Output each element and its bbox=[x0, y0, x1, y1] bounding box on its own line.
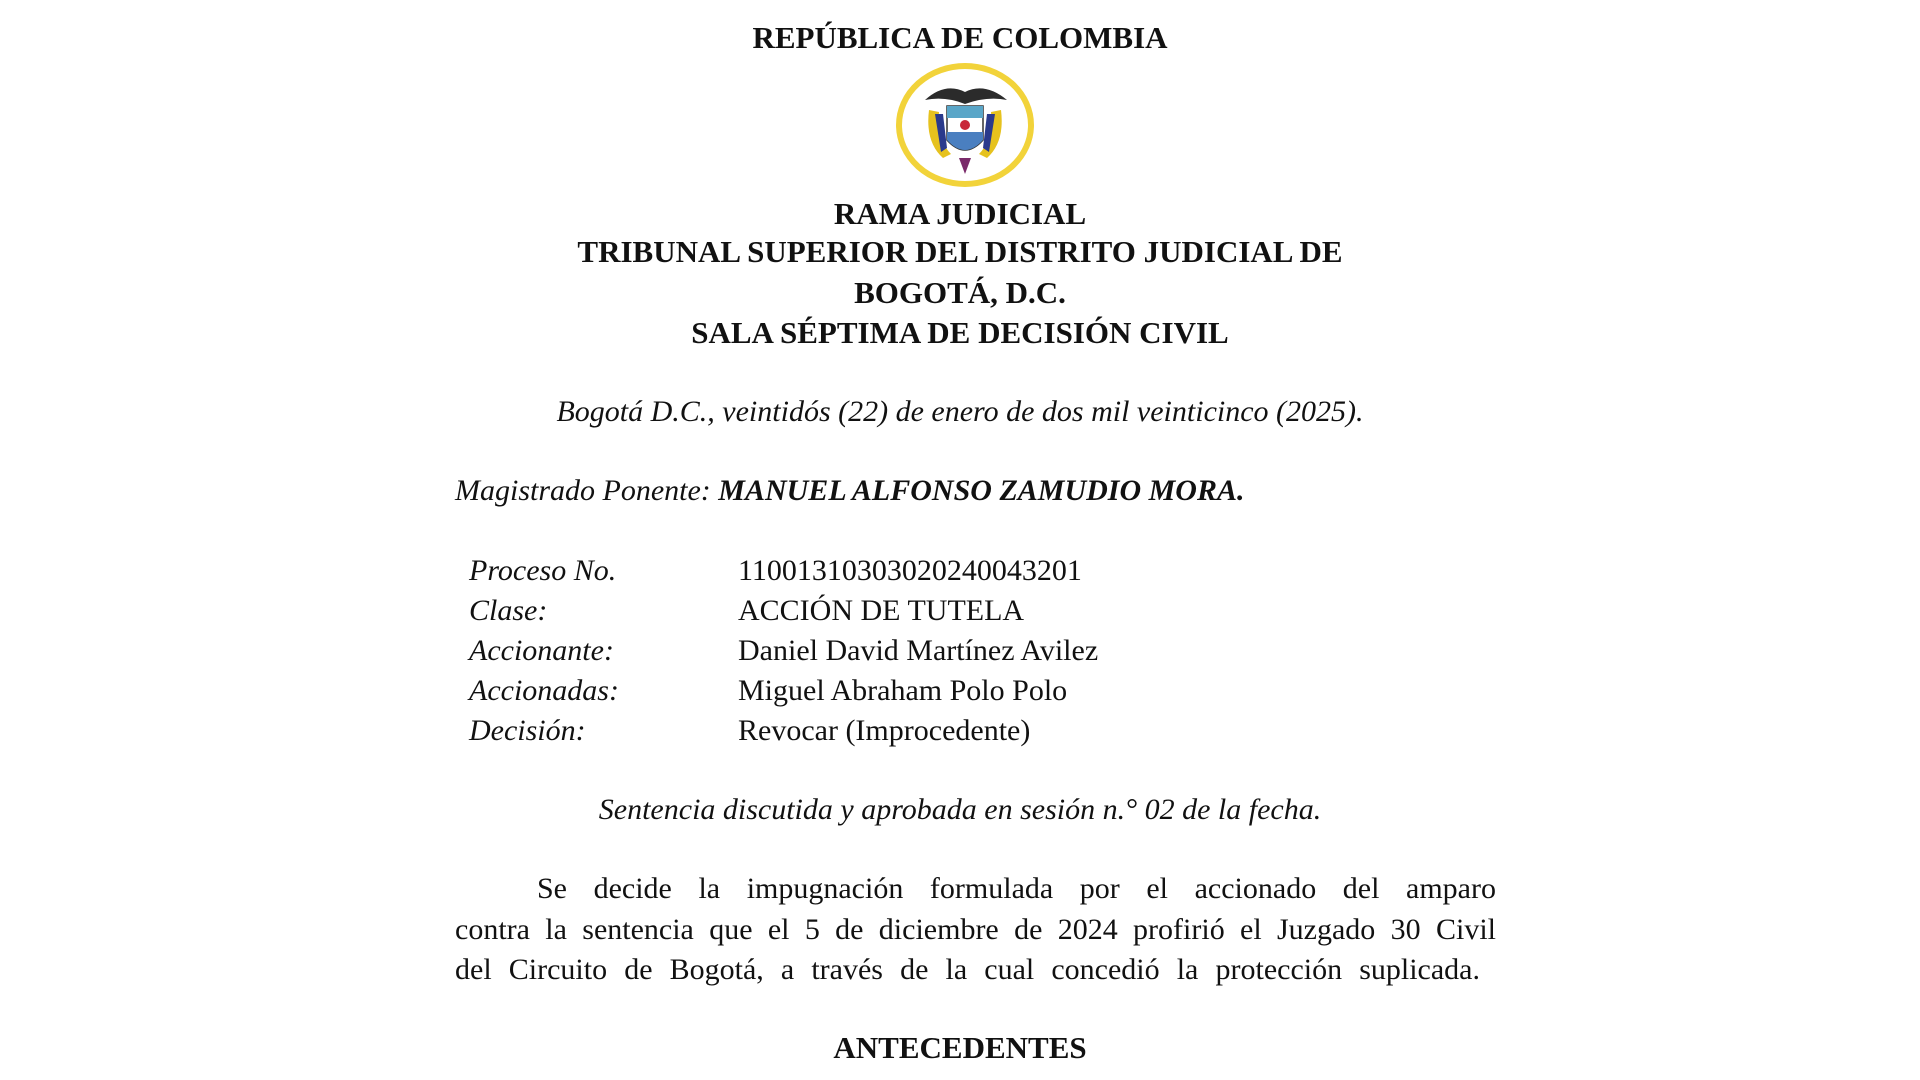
magistrate-label: Magistrado Ponente: bbox=[455, 474, 711, 507]
case-value-decision: Revocar (Improcedente) bbox=[738, 714, 1031, 747]
session-note: Sentencia discutida y aprobada en sesión n.° 02 de la fecha. bbox=[598, 793, 1322, 826]
case-label-accionadas: Accionadas: bbox=[469, 674, 619, 707]
case-value-accionante: Daniel David Martínez Avilez bbox=[738, 634, 1099, 667]
case-value-proceso: 11001310303020240043201 bbox=[738, 554, 1082, 587]
country-heading: REPÚBLICA DE COLOMBIA bbox=[752, 20, 1168, 55]
magistrate-line bbox=[455, 471, 1244, 511]
case-label-accionante: Accionante: bbox=[469, 634, 614, 667]
case-label-clase: Clase: bbox=[469, 594, 548, 627]
date-line: Bogotá D.C., veintidós (22) de enero de dos mil veinticinco (2025). bbox=[556, 395, 1364, 428]
case-value-clase: ACCIÓN DE TUTELA bbox=[738, 594, 1025, 627]
court-heading-line1: TRIBUNAL SUPERIOR DEL DISTRITO JUDICIAL DE bbox=[577, 234, 1343, 269]
colombia-coat-of-arms-icon bbox=[895, 62, 1036, 188]
court-heading-line2: BOGOTÁ, D.C. bbox=[854, 275, 1066, 310]
paragraph-line: del Circuito de Bogotá, a través de la cual concedió la protección suplicada. bbox=[455, 953, 1480, 986]
case-label-proceso: Proceso No. bbox=[469, 554, 617, 587]
magistrate-name: MANUEL ALFONSO ZAMUDIO MORA. bbox=[718, 474, 1245, 507]
case-label-decision: Decisión: bbox=[469, 714, 586, 747]
paragraph-line: Se decide la impugnación formulada por el accionado del amparo bbox=[537, 872, 1496, 905]
chamber-heading: SALA SÉPTIMA DE DECISIÓN CIVIL bbox=[691, 315, 1229, 350]
branch-heading: RAMA JUDICIAL bbox=[833, 196, 1087, 231]
paragraph-line: contra la sentencia que el 5 de diciembre de 2024 profirió el Juzgado 30 Civil bbox=[455, 913, 1496, 946]
section-heading: ANTECEDENTES bbox=[833, 1030, 1087, 1065]
case-value-accionadas: Miguel Abraham Polo Polo bbox=[738, 674, 1068, 707]
